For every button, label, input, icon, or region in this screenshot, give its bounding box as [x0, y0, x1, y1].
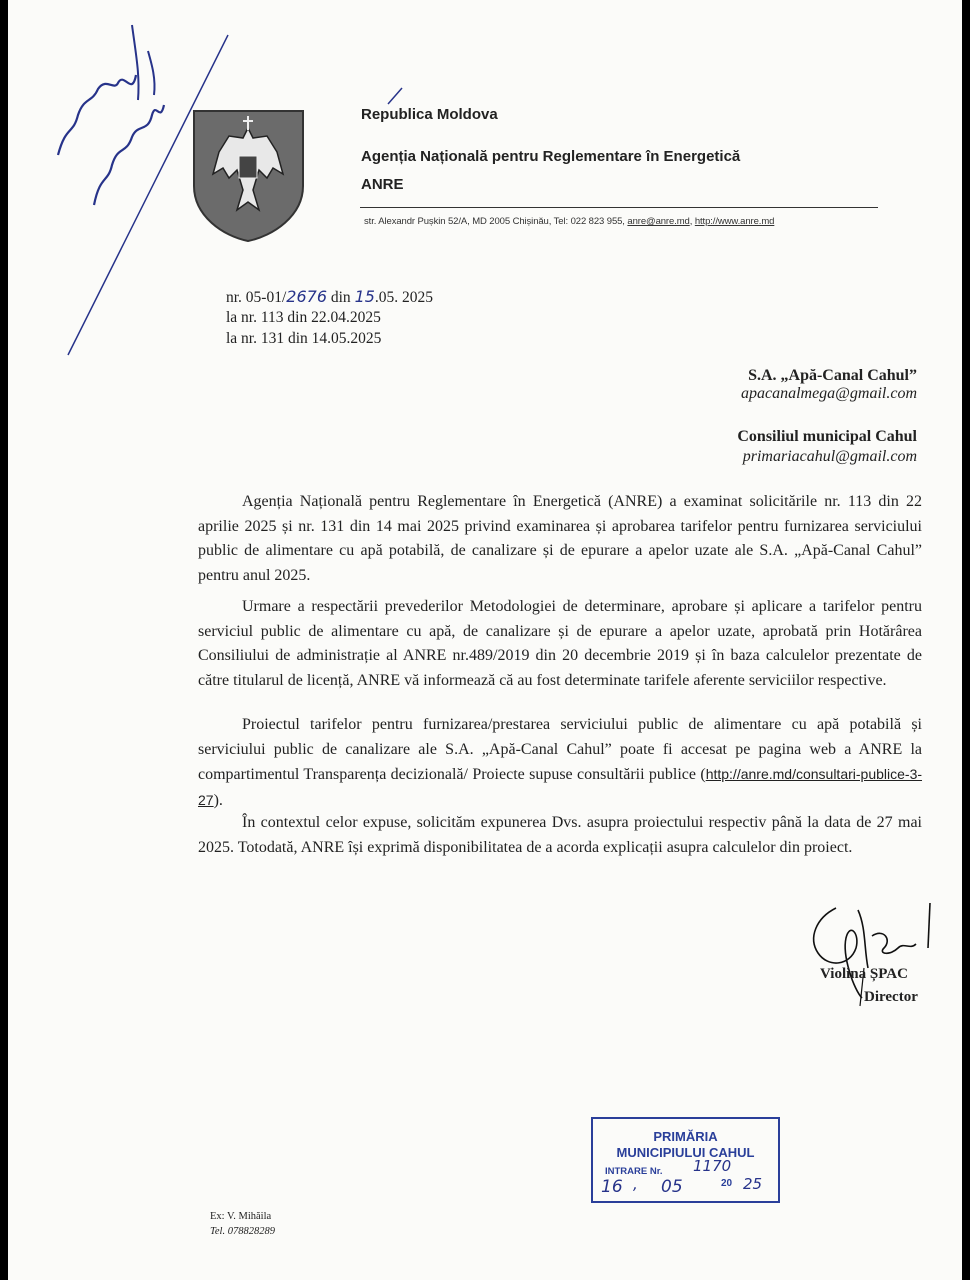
stamp-entry-number: 1170: [693, 1157, 732, 1175]
executor-phone: Tel. 078828289: [210, 1226, 275, 1237]
signatory-name: Violina ȘPAC: [820, 966, 908, 982]
ref-prefix: nr. 05-01/: [226, 289, 287, 306]
recipient-2-email[interactable]: primariacahul@gmail.com: [742, 448, 917, 465]
body-paragraph-1: [198, 490, 922, 588]
stamp-line-2: MUNICIPIULUI CAHUL: [616, 1145, 755, 1160]
registration-stamp: [591, 1117, 780, 1203]
stamp-date-month: 05: [661, 1177, 683, 1197]
body-p3-text: Proiectul tarifelor pentru furnizarea/prestarea serviciului public de alimentare cu apă potabilă și serviciului public de canalizare ale S.A. „Apă-Canal Cahul” poate fi accesat pe pagina web a ANRE la compartimentul Transparența decizională/ Proiecte supuse consultării publice: [198, 716, 922, 783]
org-address: str. Alexandr Pușkin 52/A, MD 2005 Chișinău, Tel: 022 823 955, anre@anre.md, http://www.anre.md: [364, 216, 775, 227]
body-p1-text: Agenția Națională pentru Reglementare în Energetică (ANRE) a examinat solicitările nr. 113 din 22 aprilie 2025 și nr. 131 din 14 mai 2025 privind examinarea și aprobarea tarifelor pentru furnizarea serviciului public de alimentare cu apă potabilă, de canalizare și de epurare a apelor uzate ale S.A. „Apă-Canal Cahul” pentru anul 2025.: [198, 493, 922, 584]
body-paragraph-3: Proiectul tarifelor pentru furnizarea/prestarea serviciului public de alimentare cu apă potabilă și serviciului public de canalizare ale S.A. „Apă-Canal Cahul” poate fi accesat pe pagina web a ANRE la compartimentul Transparența decizională/ Proiecte supuse consultării publice (http://anre.md/consultari-publice-3-27).: [198, 716, 923, 809]
org-country: Republica Moldova: [361, 106, 498, 123]
header-divider: [360, 207, 878, 208]
executor-name: Ex: V. Mihăila: [210, 1211, 272, 1222]
ref-line-3: la nr. 131 din 14.05.2025: [226, 330, 382, 347]
header-check-mark: [386, 86, 406, 106]
recipient-2-name: Consiliul municipal Cahul: [737, 428, 917, 445]
ref-mid: din: [327, 289, 355, 306]
body-p2-text: Urmare a respectării prevederilor Metodologiei de determinare, aprobare și aplicare a tarifelor pentru serviciul public de alimentare cu apă, de canalizare și de epurare a apelor uzate, aprobată prin Hotărârea Consiliului de administrație al ANRE nr.489/2019 din 20 decembrie 2019 și în baza calculelor prezentate de către titularul de licență, ANRE vă informează că au fost determinate tarifele aferente serviciilor respective.: [198, 598, 922, 689]
body-paragraph-4: [198, 811, 922, 860]
body-paragraph-2: [198, 595, 922, 693]
ref-suffix: .05. 2025: [374, 289, 434, 306]
org-website-link[interactable]: http://www.anre.md: [694, 216, 775, 227]
stamp-entry-label: INTRARE Nr.: [605, 1166, 663, 1177]
stamp-date-day: 16: [601, 1177, 623, 1197]
org-name: Agenția Națională pentru Reglementare în Energetică: [361, 148, 741, 165]
consultation-link[interactable]: http://anre.md/consultari-publice-3-27: [198, 766, 923, 808]
letter-page: [8, 0, 962, 1280]
stamp-year-suffix: 25: [743, 1175, 763, 1193]
stamp-date-separator: ,: [633, 1175, 638, 1193]
signatory-title: Director: [864, 989, 918, 1005]
coat-of-arms-emblem: [191, 108, 306, 243]
org-email-link[interactable]: anre@anre.md: [627, 216, 690, 227]
ref-line-2: la nr. 113 din 22.04.2025: [226, 309, 381, 326]
ref-handwritten-day: 15: [354, 287, 375, 306]
ref-handwritten-number: 2676: [286, 287, 327, 306]
org-acronym: ANRE: [361, 176, 404, 193]
stamp-line-1: PRIMĂRIA: [653, 1129, 718, 1144]
recipient-1-name: S.A. „Apă-Canal Cahul”: [748, 367, 917, 384]
stamp-year-prefix: 20: [721, 1178, 733, 1189]
body-p4-text: În contextul celor expuse, solicităm expunerea Dvs. asupra proiectului respectiv până la data de 27 mai 2025. Totodată, ANRE își exprimă disponibilitatea de a acorda explicații asupra calculelor din proiect.: [198, 814, 922, 856]
ref-number-line: [226, 287, 433, 307]
recipient-1-email[interactable]: apacanalmega@gmail.com: [740, 385, 917, 402]
address-text: str. Alexandr Pușkin 52/A, MD 2005 Chișinău, Tel: 022 823 955,: [364, 216, 625, 227]
